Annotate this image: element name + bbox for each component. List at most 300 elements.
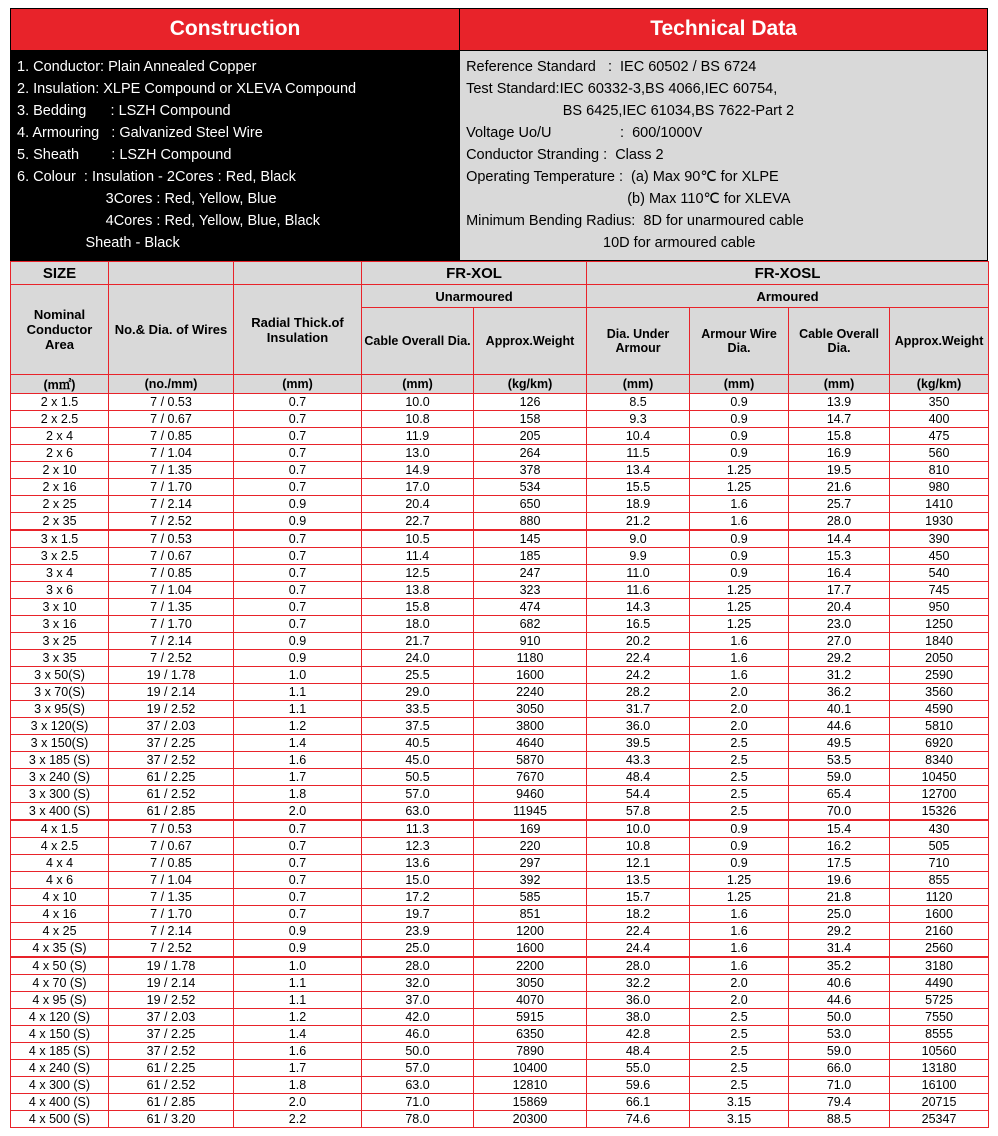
table-cell: 22.7	[362, 513, 474, 531]
table-cell: 185	[474, 548, 587, 565]
table-cell: 3 x 150(S)	[11, 735, 109, 752]
table-cell: 7 / 0.67	[109, 548, 234, 565]
table-row	[11, 582, 989, 599]
table-cell: 53.0	[789, 1026, 890, 1043]
table-cell: 7 / 0.67	[109, 411, 234, 428]
table-cell: 1.25	[690, 872, 789, 889]
table-cell: 32.0	[362, 975, 474, 992]
table-cell: 10.0	[362, 394, 474, 411]
unit-cell: (mm)	[789, 375, 890, 394]
technical-panel	[460, 51, 987, 260]
table-cell: 18.2	[587, 906, 690, 923]
table-cell: 3 x 95(S)	[11, 701, 109, 718]
table-cell: 3 x 10	[11, 599, 109, 616]
technical-data-title: Technical Data	[460, 9, 987, 50]
table-cell: 1200	[474, 923, 587, 940]
construction-line: 3Cores : Red, Yellow, Blue	[17, 191, 277, 208]
table-cell: 0.7	[234, 855, 362, 872]
table-cell: 7 / 1.70	[109, 479, 234, 496]
table-cell: 74.6	[587, 1111, 690, 1128]
table-cell: 0.7	[234, 906, 362, 923]
table-cell: 50.5	[362, 769, 474, 786]
table-cell: 2.0	[690, 992, 789, 1009]
table-cell: 16.5	[587, 616, 690, 633]
column-approx-weight-armoured: Approx.Weight	[890, 308, 989, 375]
table-cell: 0.7	[234, 530, 362, 548]
table-cell: 2240	[474, 684, 587, 701]
table-row	[11, 616, 989, 633]
table-cell: 17.5	[789, 855, 890, 872]
table-cell: 13.8	[362, 582, 474, 599]
table-row	[11, 735, 989, 752]
table-cell: 22.4	[587, 650, 690, 667]
table-cell: 2.0	[690, 718, 789, 735]
table-cell: 169	[474, 820, 587, 838]
table-cell: 534	[474, 479, 587, 496]
table-cell: 8.5	[587, 394, 690, 411]
table-cell: 540	[890, 565, 989, 582]
table-cell: 7 / 2.14	[109, 496, 234, 513]
table-cell: 12.1	[587, 855, 690, 872]
table-cell: 1.6	[690, 650, 789, 667]
table-cell: 61 / 3.20	[109, 1111, 234, 1128]
table-cell: 19.5	[789, 462, 890, 479]
table-cell: 650	[474, 496, 587, 513]
table-cell: 0.7	[234, 872, 362, 889]
table-cell: 7 / 2.14	[109, 923, 234, 940]
table-cell: 126	[474, 394, 587, 411]
table-cell: 1.2	[234, 1009, 362, 1026]
table-cell: 910	[474, 633, 587, 650]
table-cell: 19 / 2.52	[109, 701, 234, 718]
table-cell: 36.0	[587, 992, 690, 1009]
table-cell: 13.4	[587, 462, 690, 479]
table-cell: 13.0	[362, 445, 474, 462]
column-cable-overall-dia-armoured: Cable Overall Dia.	[789, 308, 890, 375]
table-cell: 59.6	[587, 1077, 690, 1094]
table-cell: 19 / 1.78	[109, 667, 234, 684]
table-cell: 6350	[474, 1026, 587, 1043]
table-cell: 1.6	[690, 513, 789, 531]
table-row	[11, 1009, 989, 1026]
table-cell: 19.7	[362, 906, 474, 923]
table-cell: 28.0	[362, 957, 474, 975]
table-cell: 10400	[474, 1060, 587, 1077]
table-cell: 3 x 25	[11, 633, 109, 650]
table-cell: 14.7	[789, 411, 890, 428]
table-cell: 220	[474, 838, 587, 855]
table-cell: 7 / 0.85	[109, 428, 234, 445]
table-cell: 37 / 2.03	[109, 718, 234, 735]
table-cell: 7 / 2.14	[109, 633, 234, 650]
technical-line: BS 6425,IEC 61034,BS 7622-Part 2	[466, 103, 795, 120]
table-cell: 6920	[890, 735, 989, 752]
table-cell: 851	[474, 906, 587, 923]
table-row	[11, 906, 989, 923]
unit-cell: (mm)	[587, 375, 690, 394]
table-cell: 19.6	[789, 872, 890, 889]
table-row	[11, 1077, 989, 1094]
table-cell: 37 / 2.52	[109, 1043, 234, 1060]
table-cell: 4 x 120 (S)	[11, 1009, 109, 1026]
table-cell: 12810	[474, 1077, 587, 1094]
table-cell: 40.1	[789, 701, 890, 718]
unit-cell: (mm)	[362, 375, 474, 394]
table-cell: 7550	[890, 1009, 989, 1026]
table-row	[11, 428, 989, 445]
table-cell: 31.7	[587, 701, 690, 718]
table-cell: 57.8	[587, 803, 690, 821]
table-cell: 297	[474, 855, 587, 872]
table-cell: 158	[474, 411, 587, 428]
table-row	[11, 565, 989, 582]
table-cell: 15.0	[362, 872, 474, 889]
table-row	[11, 530, 989, 548]
table-cell: 3050	[474, 975, 587, 992]
table-cell: 12700	[890, 786, 989, 803]
subheader-armoured: Armoured	[587, 285, 989, 308]
table-cell: 1.25	[690, 582, 789, 599]
table-cell: 31.4	[789, 940, 890, 958]
table-cell: 1180	[474, 650, 587, 667]
table-cell: 5870	[474, 752, 587, 769]
table-cell: 7670	[474, 769, 587, 786]
table-cell: 9.9	[587, 548, 690, 565]
table-cell: 15326	[890, 803, 989, 821]
unit-cell: (mm)	[690, 375, 789, 394]
table-cell: 390	[890, 530, 989, 548]
table-cell: 37 / 2.25	[109, 1026, 234, 1043]
table-cell: 475	[890, 428, 989, 445]
table-cell: 44.6	[789, 992, 890, 1009]
table-row	[11, 923, 989, 940]
table-cell: 14.3	[587, 599, 690, 616]
table-cell: 1.6	[690, 667, 789, 684]
table-cell: 24.4	[587, 940, 690, 958]
table-cell: 4 x 1.5	[11, 820, 109, 838]
header-size: SIZE	[11, 262, 109, 285]
table-cell: 4 x 25	[11, 923, 109, 940]
table-cell: 36.0	[587, 718, 690, 735]
table-cell: 7 / 1.35	[109, 462, 234, 479]
table-cell: 1600	[474, 667, 587, 684]
table-cell: 10.0	[587, 820, 690, 838]
table-cell: 71.0	[362, 1094, 474, 1111]
table-cell: 61 / 2.25	[109, 1060, 234, 1077]
table-cell: 25.5	[362, 667, 474, 684]
table-cell: 50.0	[789, 1009, 890, 1026]
table-cell: 3 x 2.5	[11, 548, 109, 565]
table-cell: 40.6	[789, 975, 890, 992]
table-cell: 7 / 1.70	[109, 616, 234, 633]
table-subgroup-header-row	[11, 285, 989, 308]
table-cell: 61 / 2.85	[109, 803, 234, 821]
table-cell: 63.0	[362, 1077, 474, 1094]
table-cell: 3.15	[690, 1111, 789, 1128]
table-cell: 505	[890, 838, 989, 855]
table-cell: 11.3	[362, 820, 474, 838]
table-cell: 57.0	[362, 1060, 474, 1077]
table-cell: 23.0	[789, 616, 890, 633]
table-cell: 2560	[890, 940, 989, 958]
table-cell: 19 / 2.14	[109, 975, 234, 992]
table-cell: 4 x 400 (S)	[11, 1094, 109, 1111]
table-cell: 63.0	[362, 803, 474, 821]
table-body	[11, 394, 989, 1128]
table-cell: 19 / 1.78	[109, 957, 234, 975]
table-cell: 0.9	[690, 838, 789, 855]
table-cell: 2.0	[234, 803, 362, 821]
table-cell: 1.1	[234, 684, 362, 701]
table-cell: 59.0	[789, 1043, 890, 1060]
table-row	[11, 479, 989, 496]
table-cell: 0.9	[690, 530, 789, 548]
table-row	[11, 820, 989, 838]
table-cell: 1.6	[690, 940, 789, 958]
table-cell: 1.7	[234, 1060, 362, 1077]
table-cell: 1120	[890, 889, 989, 906]
table-cell: 16.9	[789, 445, 890, 462]
table-cell: 2.0	[690, 684, 789, 701]
table-cell: 46.0	[362, 1026, 474, 1043]
table-cell: 65.4	[789, 786, 890, 803]
table-cell: 710	[890, 855, 989, 872]
table-cell: 2 x 10	[11, 462, 109, 479]
table-cell: 1.6	[690, 923, 789, 940]
table-cell: 450	[890, 548, 989, 565]
table-cell: 4 x 70 (S)	[11, 975, 109, 992]
table-cell: 5810	[890, 718, 989, 735]
table-cell: 2.0	[234, 1094, 362, 1111]
header-blank-insulation	[234, 262, 362, 285]
table-cell: 0.7	[234, 565, 362, 582]
table-cell: 50.0	[362, 1043, 474, 1060]
table-cell: 35.2	[789, 957, 890, 975]
table-cell: 37.5	[362, 718, 474, 735]
table-cell: 1600	[890, 906, 989, 923]
table-cell: 7 / 0.85	[109, 855, 234, 872]
table-cell: 12.3	[362, 838, 474, 855]
table-cell: 10.8	[587, 838, 690, 855]
table-cell: 2.0	[690, 975, 789, 992]
table-cell: 3 x 70(S)	[11, 684, 109, 701]
table-cell: 264	[474, 445, 587, 462]
table-cell: 57.0	[362, 786, 474, 803]
table-cell: 79.4	[789, 1094, 890, 1111]
table-row	[11, 957, 989, 975]
table-cell: 1.0	[234, 957, 362, 975]
table-row	[11, 1111, 989, 1128]
table-cell: 54.4	[587, 786, 690, 803]
table-cell: 9460	[474, 786, 587, 803]
construction-line: 4Cores : Red, Yellow, Blue, Black	[17, 213, 321, 230]
technical-line: Reference Standard : IEC 60502 / BS 6724	[466, 59, 757, 75]
header-fr-xosl: FR-XOSL	[587, 262, 989, 285]
table-row	[11, 752, 989, 769]
table-row	[11, 1060, 989, 1077]
table-cell: 11.4	[362, 548, 474, 565]
table-cell: 53.5	[789, 752, 890, 769]
table-cell: 78.0	[362, 1111, 474, 1128]
table-cell: 37 / 2.03	[109, 1009, 234, 1026]
table-cell: 20300	[474, 1111, 587, 1128]
table-cell: 3 x 120(S)	[11, 718, 109, 735]
table-group-header-row	[11, 262, 989, 285]
table-cell: 10450	[890, 769, 989, 786]
table-cell: 4490	[890, 975, 989, 992]
table-cell: 15.3	[789, 548, 890, 565]
table-cell: 980	[890, 479, 989, 496]
table-row	[11, 940, 989, 958]
column-radial-thickness-insulation: Radial Thick.of Insulation	[234, 285, 362, 375]
table-cell: 29.2	[789, 650, 890, 667]
table-cell: 15.5	[587, 479, 690, 496]
construction-line: 2. Insulation: XLPE Compound or XLEVA Compound	[17, 81, 357, 98]
table-row	[11, 803, 989, 821]
table-row	[11, 1043, 989, 1060]
table-cell: 0.9	[690, 445, 789, 462]
table-cell: 378	[474, 462, 587, 479]
table-row	[11, 394, 989, 411]
table-cell: 3 x 300 (S)	[11, 786, 109, 803]
table-cell: 1.1	[234, 975, 362, 992]
column-nominal-conductor-area: Nominal Conductor Area	[11, 285, 109, 375]
table-cell: 8340	[890, 752, 989, 769]
table-cell: 7 / 0.53	[109, 530, 234, 548]
table-cell: 32.2	[587, 975, 690, 992]
table-cell: 0.9	[234, 496, 362, 513]
table-cell: 48.4	[587, 769, 690, 786]
table-row	[11, 667, 989, 684]
table-cell: 12.5	[362, 565, 474, 582]
table-cell: 15.7	[587, 889, 690, 906]
column-cable-overall-dia-unarmoured: Cable Overall Dia.	[362, 308, 474, 375]
table-cell: 28.2	[587, 684, 690, 701]
table-cell: 28.0	[789, 513, 890, 531]
table-cell: 4 x 50 (S)	[11, 957, 109, 975]
table-cell: 1.1	[234, 701, 362, 718]
header-fr-xol: FR-XOL	[362, 262, 587, 285]
table-cell: 682	[474, 616, 587, 633]
table-cell: 3560	[890, 684, 989, 701]
table-cell: 1.6	[690, 633, 789, 650]
table-cell: 3.15	[690, 1094, 789, 1111]
table-cell: 13.6	[362, 855, 474, 872]
table-cell: 22.4	[587, 923, 690, 940]
table-cell: 55.0	[587, 1060, 690, 1077]
table-row	[11, 599, 989, 616]
table-cell: 2590	[890, 667, 989, 684]
unit-cell: (no./mm)	[109, 375, 234, 394]
table-cell: 2 x 25	[11, 496, 109, 513]
table-cell: 20715	[890, 1094, 989, 1111]
table-cell: 145	[474, 530, 587, 548]
table-cell: 7 / 1.04	[109, 872, 234, 889]
table-row	[11, 633, 989, 650]
table-cell: 1.25	[690, 599, 789, 616]
table-cell: 1.6	[690, 496, 789, 513]
column-approx-weight-unarmoured: Approx.Weight	[474, 308, 587, 375]
table-cell: 2 x 6	[11, 445, 109, 462]
table-cell: 2 x 2.5	[11, 411, 109, 428]
table-cell: 2.5	[690, 735, 789, 752]
table-cell: 66.1	[587, 1094, 690, 1111]
table-cell: 1.2	[234, 718, 362, 735]
table-cell: 5915	[474, 1009, 587, 1026]
table-cell: 7 / 1.70	[109, 906, 234, 923]
table-cell: 7 / 2.52	[109, 940, 234, 958]
table-cell: 59.0	[789, 769, 890, 786]
table-cell: 4 x 240 (S)	[11, 1060, 109, 1077]
table-cell: 49.5	[789, 735, 890, 752]
table-cell: 14.4	[789, 530, 890, 548]
table-cell: 7 / 0.53	[109, 394, 234, 411]
table-row	[11, 650, 989, 667]
unit-cell: (m㎡)	[11, 375, 109, 394]
table-cell: 42.8	[587, 1026, 690, 1043]
table-cell: 7 / 1.35	[109, 599, 234, 616]
table-cell: 13.5	[587, 872, 690, 889]
table-cell: 42.0	[362, 1009, 474, 1026]
table-row	[11, 889, 989, 906]
technical-line: Minimum Bending Radius: 8D for unarmoured cable	[466, 213, 804, 230]
construction-panel	[11, 51, 460, 260]
table-cell: 400	[890, 411, 989, 428]
table-cell: 45.0	[362, 752, 474, 769]
table-cell: 0.7	[234, 411, 362, 428]
table-cell: 24.0	[362, 650, 474, 667]
table-cell: 1.8	[234, 1077, 362, 1094]
table-cell: 70.0	[789, 803, 890, 821]
table-cell: 1930	[890, 513, 989, 531]
table-cell: 1.25	[690, 616, 789, 633]
table-row	[11, 684, 989, 701]
table-row	[11, 769, 989, 786]
table-cell: 10.4	[587, 428, 690, 445]
construction-line: Sheath - Black	[17, 235, 180, 252]
table-cell: 0.9	[234, 633, 362, 650]
table-cell: 4590	[890, 701, 989, 718]
table-cell: 4 x 16	[11, 906, 109, 923]
table-cell: 14.9	[362, 462, 474, 479]
table-cell: 8555	[890, 1026, 989, 1043]
table-cell: 20.4	[789, 599, 890, 616]
table-cell: 0.9	[690, 394, 789, 411]
table-cell: 2.5	[690, 1043, 789, 1060]
table-cell: 1410	[890, 496, 989, 513]
table-cell: 17.2	[362, 889, 474, 906]
table-cell: 28.0	[587, 957, 690, 975]
header-blank-wires	[109, 262, 234, 285]
technical-line: Voltage Uo/U : 600/1000V	[466, 125, 703, 142]
table-cell: 16.2	[789, 838, 890, 855]
table-cell: 19 / 2.52	[109, 992, 234, 1009]
table-cell: 0.7	[234, 599, 362, 616]
table-cell: 11.5	[587, 445, 690, 462]
table-cell: 880	[474, 513, 587, 531]
table-cell: 18.0	[362, 616, 474, 633]
construction-line: 1. Conductor: Plain Annealed Copper	[17, 59, 257, 75]
table-cell: 2.5	[690, 786, 789, 803]
table-cell: 1.7	[234, 769, 362, 786]
table-cell: 21.7	[362, 633, 474, 650]
table-cell: 3050	[474, 701, 587, 718]
table-cell: 21.2	[587, 513, 690, 531]
table-cell: 0.9	[690, 855, 789, 872]
table-cell: 0.7	[234, 616, 362, 633]
table-cell: 15.8	[362, 599, 474, 616]
table-cell: 7 / 2.52	[109, 650, 234, 667]
